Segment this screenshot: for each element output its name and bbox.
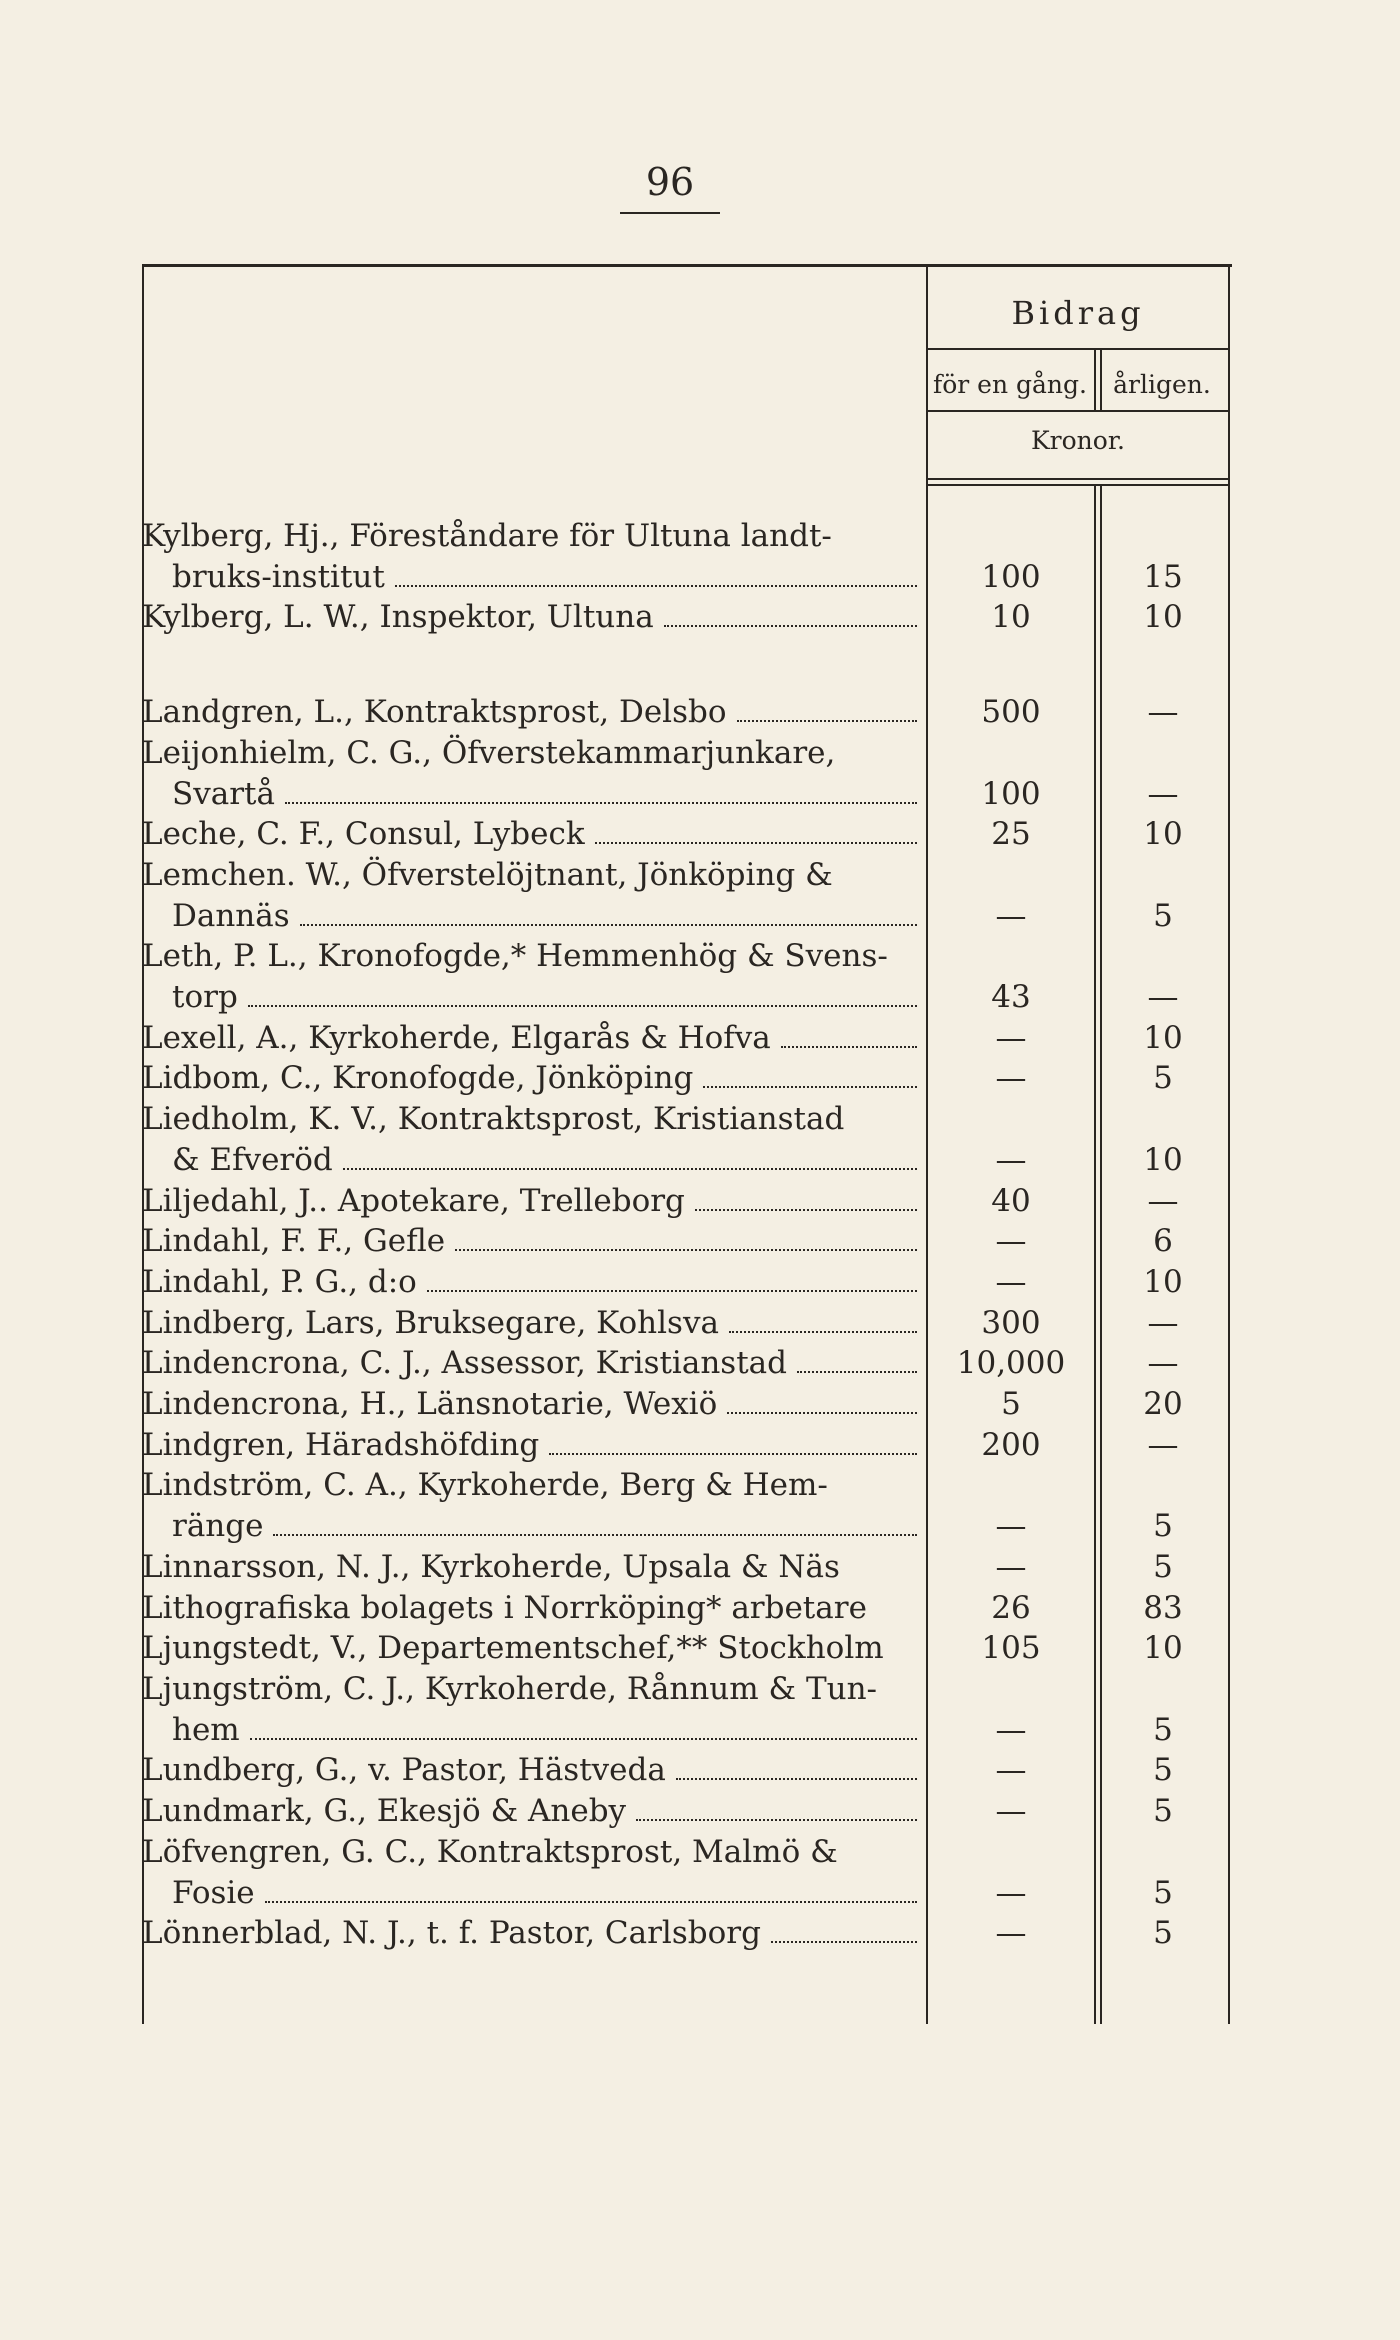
dot-leader [549, 1453, 917, 1455]
entry-list [142, 516, 1232, 1954]
entry-text: Lindström, C. A., Kyrkoherde, Berg & Hem- [142, 1467, 828, 1504]
list-item [142, 1465, 1232, 1546]
amount-once: — [995, 1793, 1027, 1830]
amount-once: — [995, 1060, 1027, 1097]
amount-once: 10 [991, 599, 1031, 636]
amount-once: — [995, 1548, 1027, 1585]
entry-text: Lithografiska bolagets i Norrköping* arbetare [142, 1589, 867, 1626]
dot-leader [771, 1941, 917, 1943]
entry-text: bruks-institut [172, 558, 385, 595]
dot-leader [703, 1086, 917, 1088]
dot-leader [797, 1371, 917, 1373]
amount-once: — [995, 1263, 1027, 1300]
entry-text: Leth, P. L., Kronofogde,* Hemmenhög & Svens- [142, 938, 888, 975]
amount-yearly: 20 [1143, 1386, 1183, 1423]
amount-yearly: 10 [1143, 1263, 1183, 1300]
dot-leader [273, 1534, 917, 1536]
list-item [142, 1832, 1232, 1913]
amount-yearly: 5 [1153, 1060, 1173, 1097]
entry-text: Lexell, A., Kyrkoherde, Elgarås & Hofva [142, 1019, 771, 1056]
amount-yearly: 10 [1143, 1019, 1183, 1056]
amount-once: — [995, 1141, 1027, 1178]
entry-text: Kylberg, L. W., Inspektor, Ultuna [142, 599, 654, 636]
amount-once: 500 [981, 694, 1041, 731]
list-item [142, 855, 1232, 936]
list-item [142, 1913, 1232, 1954]
amount-once: — [995, 1711, 1027, 1748]
amount-yearly: 6 [1153, 1223, 1173, 1260]
amount-once: — [995, 1874, 1027, 1911]
amount-once: 100 [981, 558, 1041, 595]
list-item [142, 1384, 1232, 1425]
entry-text: Linnarsson, N. J., Kyrkoherde, Upsala & Näs [142, 1548, 840, 1585]
amount-yearly: 83 [1143, 1589, 1183, 1626]
dot-leader [737, 720, 917, 722]
header-yearly: årligen. [1113, 370, 1211, 399]
entry-text: Leijonhielm, C. G., Öfverstekammarjunkare, [142, 734, 836, 771]
amount-once: 300 [981, 1304, 1041, 1341]
amount-once: — [995, 1915, 1027, 1952]
dot-leader [455, 1249, 917, 1251]
dot-leader [781, 1046, 917, 1048]
list-item [142, 1669, 1232, 1750]
amount-yearly: 5 [1153, 1793, 1173, 1830]
amount-once: 5 [1001, 1386, 1021, 1423]
entry-text: Svartå [172, 775, 275, 812]
entry-text: Leche, C. F., Consul, Lybeck [142, 816, 585, 853]
entry-text: Lundmark, G., Ekesjö & Aneby [142, 1793, 627, 1830]
entry-text: Lindahl, F. F., Gefle [142, 1223, 446, 1260]
entry-text: Lindencrona, C. J., Assessor, Kristianstad [142, 1345, 787, 1382]
dot-leader [427, 1290, 917, 1292]
amount-yearly: 10 [1143, 816, 1183, 853]
list-item [142, 1221, 1232, 1262]
dot-leader [727, 1412, 917, 1414]
entry-text: Liedholm, K. V., Kontraktsprost, Kristianstad [142, 1101, 845, 1138]
amount-once: — [995, 1223, 1027, 1260]
amount-once: — [995, 1508, 1027, 1545]
amount-yearly: 15 [1143, 558, 1183, 595]
entry-text: Landgren, L., Kontraktsprost, Delsbo [142, 694, 727, 731]
amount-yearly: 5 [1153, 1915, 1173, 1952]
header-rule-1 [926, 348, 1230, 350]
header-rule-2 [926, 410, 1230, 412]
page-number: 96 [645, 160, 695, 204]
entry-text: Lönnerblad, N. J., t. f. Pastor, Carlsborg [142, 1915, 761, 1952]
dot-leader [343, 1168, 917, 1170]
list-item [142, 733, 1232, 814]
list-item [142, 692, 1232, 733]
top-rule [142, 264, 1232, 267]
entry-text: torp [172, 979, 238, 1016]
list-item [142, 1791, 1232, 1832]
amount-once: 43 [991, 979, 1031, 1016]
entry-text: Kylberg, Hj., Föreståndare för Ultuna landt- [142, 518, 832, 554]
entry-text: Lindgren, Häradshöfding [142, 1426, 540, 1463]
amount-once: 100 [981, 775, 1041, 812]
header-rule-4 [926, 484, 1230, 486]
dot-leader [664, 625, 917, 627]
dot-leader [729, 1331, 917, 1333]
header-rule-3 [926, 478, 1230, 480]
section-spacer [142, 638, 1232, 692]
list-item [142, 597, 1232, 638]
dot-leader [695, 1209, 917, 1211]
entry-text: Löfvengren, G. C., Kontraktsprost, Malmö & [142, 1833, 838, 1870]
dot-leader [250, 1738, 917, 1740]
list-item [142, 1303, 1232, 1344]
amount-once: 200 [981, 1426, 1041, 1463]
list-item [142, 1181, 1232, 1222]
contribution-ledger [142, 264, 1232, 2064]
entry-text: ränge [172, 1508, 264, 1545]
header-bidrag: Bidrag [1011, 294, 1145, 332]
amount-once: 10,000 [956, 1345, 1066, 1382]
amount-yearly: 5 [1153, 1508, 1173, 1545]
entry-text: Lindahl, P. G., d:o [142, 1263, 417, 1300]
list-item [142, 1628, 1232, 1669]
entry-text: Lemchen. W., Öfverstelöjtnant, Jönköping & [142, 856, 833, 893]
page-number-rule [620, 212, 720, 214]
amount-once: 40 [991, 1182, 1031, 1219]
entry-text: Ljungström, C. J., Kyrkoherde, Rånnum & Tun- [142, 1670, 878, 1707]
amount-yearly: — [1147, 979, 1179, 1016]
entry-text: Lindencrona, H., Länsnotarie, Wexiö [142, 1386, 718, 1423]
amount-once: 26 [991, 1589, 1031, 1626]
amount-yearly: 10 [1143, 1630, 1183, 1667]
list-item [142, 1425, 1232, 1466]
list-item [142, 936, 1232, 1017]
amount-yearly: — [1147, 1304, 1179, 1341]
amount-yearly: 10 [1143, 1141, 1183, 1178]
amount-yearly: 10 [1143, 599, 1183, 636]
entry-text: Dannäs [172, 897, 290, 934]
entry-text: Liljedahl, J.. Apotekare, Trelleborg [142, 1182, 685, 1219]
list-item [142, 1058, 1232, 1099]
entry-text: Lundberg, G., v. Pastor, Hästveda [142, 1752, 666, 1789]
amount-yearly: 5 [1153, 1874, 1173, 1911]
list-item [142, 1588, 1232, 1629]
header-once: för en gång. [932, 370, 1087, 399]
list-item [142, 1018, 1232, 1059]
header-divider-left [1094, 348, 1096, 410]
entry-text: Lindberg, Lars, Bruksegare, Kohlsva [142, 1304, 719, 1341]
dot-leader [676, 1778, 917, 1780]
list-item [142, 1262, 1232, 1303]
dot-leader [265, 1901, 917, 1903]
entry-text: Fosie [172, 1874, 255, 1911]
list-item [142, 1750, 1232, 1791]
entry-text: Ljungstedt, V., Departementschef,** Stockholm [142, 1630, 884, 1667]
header-kronor: Kronor. [1031, 426, 1125, 455]
amount-yearly: 5 [1153, 1548, 1173, 1585]
dot-leader [595, 842, 917, 844]
dot-leader [248, 1005, 917, 1007]
amount-yearly: 5 [1153, 1711, 1173, 1748]
entry-text: Lidbom, C., Kronofogde, Jönköping [142, 1060, 694, 1097]
amount-yearly: — [1147, 1426, 1179, 1463]
amount-yearly: 5 [1153, 897, 1173, 934]
amount-yearly: — [1147, 1182, 1179, 1219]
amount-yearly: — [1147, 775, 1179, 812]
amount-yearly: — [1147, 694, 1179, 731]
list-item [142, 1099, 1232, 1180]
amount-once: — [995, 1752, 1027, 1789]
list-item [142, 1343, 1232, 1384]
amount-yearly: 5 [1153, 1752, 1173, 1789]
amount-yearly: — [1147, 1345, 1179, 1382]
entry-text: & Efveröd [172, 1141, 333, 1178]
amount-once: 105 [981, 1630, 1041, 1667]
dot-leader [636, 1819, 917, 1821]
list-item [142, 814, 1232, 855]
list-item [142, 1547, 1232, 1588]
dot-leader [285, 802, 917, 804]
amount-once: — [995, 897, 1027, 934]
dot-leader [395, 585, 917, 587]
amount-once: 25 [991, 816, 1031, 853]
list-item [142, 516, 1232, 597]
dot-leader [300, 924, 917, 926]
entry-text: hem [172, 1711, 240, 1748]
amount-once: — [995, 1019, 1027, 1056]
